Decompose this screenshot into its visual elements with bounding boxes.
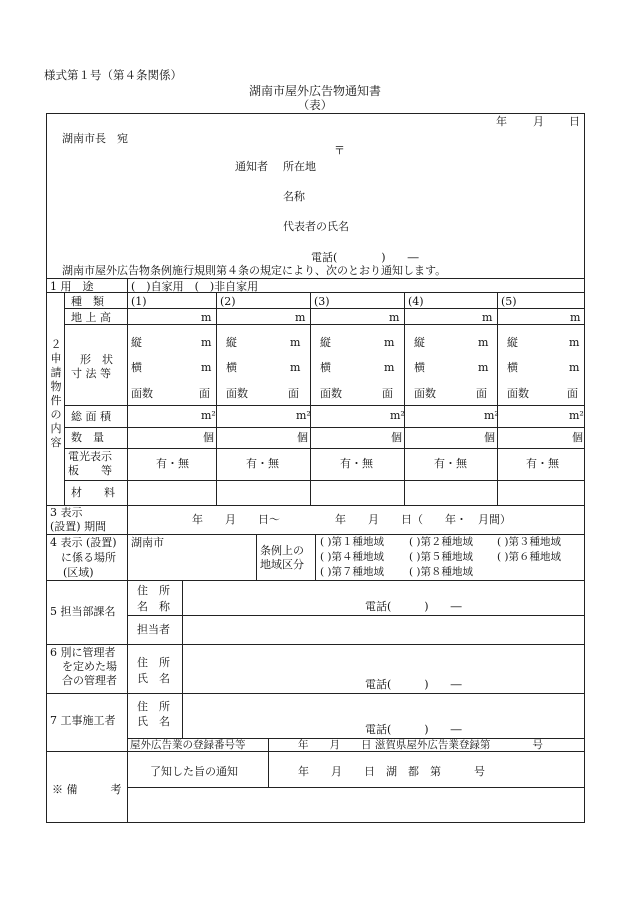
vertical-label: 縦: [226, 336, 237, 349]
faces-label: 面数: [320, 387, 342, 400]
unit-m: m: [389, 311, 400, 324]
divider: [127, 693, 128, 751]
unit-m: m: [295, 311, 306, 324]
row-label-height: 地 上 高: [71, 311, 111, 324]
divider: [182, 693, 183, 738]
section2-side-label: ２申請物件の内容: [50, 338, 62, 449]
unit-m: m: [384, 336, 395, 349]
phone-label: 電話( ) ―: [365, 678, 462, 691]
row-label-shape: 形 状: [80, 353, 113, 366]
address-label: 住 所: [137, 656, 170, 669]
faces-unit: 面: [288, 387, 299, 400]
zone-option-5[interactable]: ( )第５種地域: [409, 551, 474, 563]
unit-m: m: [201, 361, 212, 374]
registration-label: 屋外広告業の登録番号等: [130, 739, 246, 751]
column-header-4: (4): [408, 295, 424, 308]
row-label-material: 材 料: [71, 486, 115, 499]
date-month-label: 月: [533, 115, 544, 128]
faces-label: 面数: [414, 387, 436, 400]
section5-label: 5 担当部課名: [50, 605, 116, 618]
zone-option-1[interactable]: ( )第１種地域: [320, 536, 385, 548]
unit-m: m: [569, 336, 580, 349]
horizontal-label: 横: [320, 361, 331, 374]
vertical-label: 縦: [507, 336, 518, 349]
column-header-3: (3): [314, 295, 330, 308]
section3-label: 3 表示: [50, 506, 83, 519]
address-label: 住 所: [137, 700, 170, 713]
unit-m2: m²: [296, 409, 311, 422]
zone-option-3[interactable]: ( )第３種地域: [497, 536, 562, 548]
row-label-kind: 種 類: [71, 295, 104, 308]
zone-label-b: 地域区分: [260, 558, 304, 571]
section6-label-b: を定めた場: [62, 660, 117, 673]
unit-pieces: 個: [297, 431, 308, 444]
divider: [315, 534, 316, 580]
unit-m2: m²: [201, 409, 216, 422]
horizontal-label: 横: [414, 361, 425, 374]
divider: [256, 534, 257, 580]
divider: [64, 480, 585, 481]
unit-pieces: 個: [391, 431, 402, 444]
unit-m: m: [384, 361, 395, 374]
led-yes-no: 有・無: [156, 457, 189, 470]
unit-m: m: [290, 336, 301, 349]
column-header-5: (5): [501, 295, 517, 308]
section3-label-b: (設置) 期間: [50, 520, 107, 533]
phone-label: 電話( ) ―: [365, 600, 462, 613]
section4-label: 4 表示 (設置): [50, 536, 117, 549]
divider: [127, 615, 585, 616]
zone-option-6[interactable]: ( )第６種地域: [497, 551, 562, 563]
led-yes-no: 有・無: [340, 457, 373, 470]
use-options: ( )自家用 ( )非自家用: [131, 280, 259, 293]
divider: [127, 580, 128, 644]
unit-m: m: [290, 361, 301, 374]
faces-unit: 面: [199, 387, 210, 400]
registration-value: 年 月 日 滋賀県屋外広告業登録第 号: [298, 739, 543, 751]
date-day-label: 日: [569, 115, 580, 128]
postal-mark: 〒: [334, 144, 345, 157]
phone-label: 電話( ) ―: [311, 251, 419, 264]
unit-m: m: [201, 311, 212, 324]
vertical-label: 縦: [414, 336, 425, 349]
divider: [127, 534, 128, 580]
column-header-2: (2): [220, 295, 236, 308]
divider: [64, 308, 585, 309]
section7-label: 7 工事施工者: [50, 714, 116, 727]
notifier-label: 通知者: [235, 160, 268, 173]
name-label: 名称: [283, 190, 305, 203]
person-in-charge-label: 担当者: [137, 623, 170, 636]
date-year-label: 年: [496, 115, 507, 128]
divider: [268, 738, 269, 751]
column-header-1: (1): [131, 295, 147, 308]
name-label: 名 称: [137, 600, 170, 613]
led-yes-no: 有・無: [434, 457, 467, 470]
faces-unit: 面: [382, 387, 393, 400]
divider: [268, 751, 269, 787]
divider: [64, 427, 585, 428]
address-label: 所在地: [283, 160, 316, 173]
faces-unit: 面: [567, 387, 578, 400]
unit-m: m: [478, 336, 489, 349]
row-label-area: 総 面 積: [71, 410, 111, 423]
row-label-dimensions: 寸 法 等: [71, 367, 111, 380]
notice-value: 年 月 日 湖 都 第 号: [298, 765, 485, 778]
divider: [127, 787, 585, 788]
document-title: 湖南市屋外広告物通知書: [248, 84, 381, 98]
remarks-label: ※ 備 考: [52, 783, 122, 796]
unit-m: m: [478, 361, 489, 374]
document-subtitle: （表）: [297, 98, 333, 112]
vertical-label: 縦: [320, 336, 331, 349]
vertical-label: 縦: [131, 336, 142, 349]
divider: [127, 278, 128, 292]
address-label: 住 所: [137, 584, 170, 597]
divider: [127, 644, 128, 693]
faces-unit: 面: [476, 387, 487, 400]
name-label: 氏 名: [137, 715, 170, 728]
form-number: 様式第１号（第４条関係）: [44, 68, 182, 82]
zone-option-7[interactable]: ( )第７種地域: [320, 566, 385, 578]
divider: [127, 505, 128, 534]
divider: [64, 405, 585, 406]
divider: [64, 324, 585, 325]
section6-label: 6 別に管理者: [50, 646, 116, 659]
horizontal-label: 横: [507, 361, 518, 374]
row-label-qty: 数 量: [71, 431, 104, 444]
zone-label: 条例上の: [260, 544, 304, 557]
unit-m: m: [482, 311, 493, 324]
city-name: 湖南市: [131, 536, 164, 549]
faces-label: 面数: [507, 387, 529, 400]
horizontal-label: 横: [131, 361, 142, 374]
divider: [182, 580, 183, 644]
addressee: 湖南市長 宛: [62, 132, 128, 145]
notice-label: 了知した旨の通知: [150, 765, 238, 778]
use-label: 1 用 途: [50, 280, 94, 293]
faces-label: 面数: [131, 387, 153, 400]
row-label-led: 電光表示: [68, 450, 112, 463]
notice-statement: 湖南市屋外広告物条例施行規則第４条の規定により、次のとおり通知します。: [62, 264, 447, 277]
led-yes-no: 有・無: [526, 457, 559, 470]
led-yes-no: 有・無: [246, 457, 279, 470]
section4-label-b: に係る場所: [61, 551, 116, 564]
row-label-led-b: 板 等: [68, 464, 112, 477]
unit-m: m: [570, 311, 581, 324]
section4-label-c: (区域): [63, 566, 94, 579]
unit-m: m: [201, 336, 212, 349]
section6-label-c: 合の管理者: [62, 674, 117, 687]
divider: [64, 448, 585, 449]
unit-pieces: 個: [484, 431, 495, 444]
representative-label: 代表者の氏名: [283, 220, 349, 233]
zone-option-8[interactable]: ( )第８種地域: [409, 566, 474, 578]
display-period: 年 月 日～ 年 月 日（ 年・ 月間）: [192, 513, 511, 526]
zone-option-2[interactable]: ( )第２種地域: [409, 536, 474, 548]
unit-m2: m²: [390, 409, 405, 422]
faces-label: 面数: [226, 387, 248, 400]
zone-option-4[interactable]: ( )第４種地域: [320, 551, 385, 563]
unit-m2: m²: [484, 409, 499, 422]
name-label: 氏 名: [137, 672, 170, 685]
unit-pieces: 個: [203, 431, 214, 444]
divider: [182, 644, 183, 693]
unit-m: m: [569, 361, 580, 374]
unit-pieces: 個: [572, 431, 583, 444]
unit-m2: m²: [569, 409, 584, 422]
horizontal-label: 横: [226, 361, 237, 374]
phone-label: 電話( ) ―: [365, 723, 462, 736]
